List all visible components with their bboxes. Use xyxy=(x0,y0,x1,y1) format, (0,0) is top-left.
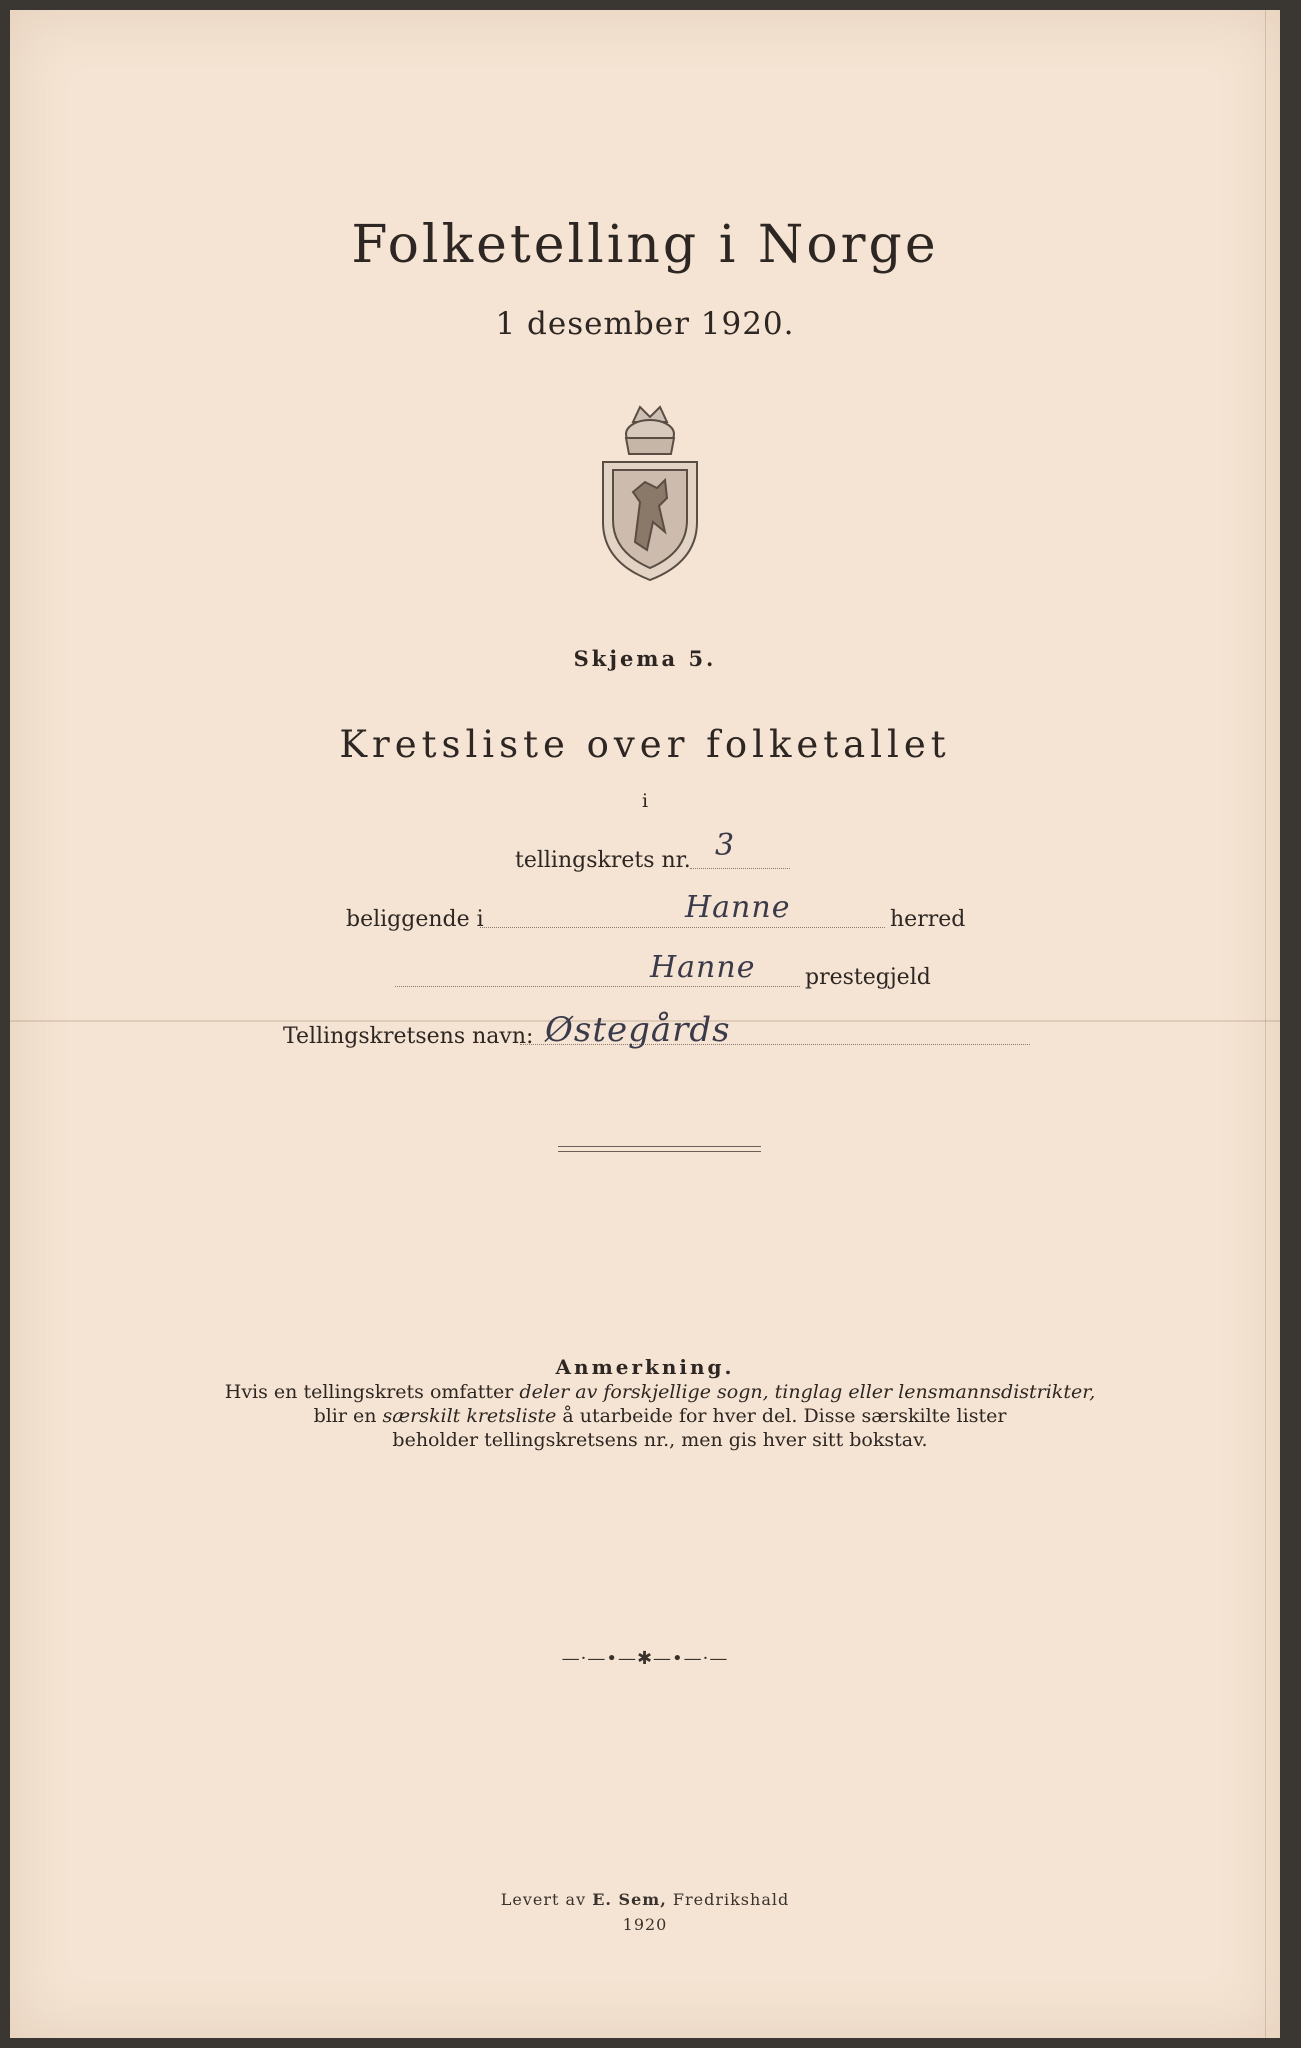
connector-word: i xyxy=(641,790,649,812)
note-title: Anmerkning. xyxy=(555,1355,735,1379)
printer-credit: Levert av E. Sem, Fredrikshald xyxy=(500,1890,790,1909)
prestegjeld-field-line xyxy=(395,986,800,987)
form-title: Folketelling i Norge xyxy=(351,215,939,275)
krets-field-line xyxy=(690,868,790,869)
herred-handwritten: Hanne xyxy=(685,890,791,925)
krets-number-handwritten: 3 xyxy=(715,828,736,863)
ornament-divider: —·—•—✱—•—·— xyxy=(561,1648,729,1669)
kretsnavn-label: Tellingskretsens navn: xyxy=(283,1024,534,1049)
kretsnavn-handwritten: Østegårds xyxy=(545,1010,731,1050)
norwegian-coat-of-arms-icon xyxy=(595,402,705,582)
census-form-page xyxy=(10,10,1280,2038)
herred-field-line xyxy=(480,927,885,928)
schema-number: Skjema 5. xyxy=(573,646,717,671)
note-line-1: Hvis en tellingskrets omfatter deler av forskjellige sogn, tinglag eller lensmannsdistrikter, xyxy=(224,1381,1096,1403)
krets-label: tellingskrets nr. xyxy=(515,848,691,873)
double-rule-divider xyxy=(558,1146,761,1152)
note-line-2: blir en særskilt kretsliste å utarbeide for hver del. Disse særskilte lister xyxy=(313,1405,1007,1427)
herred-label: herred xyxy=(890,907,966,932)
census-date: 1 desember 1920. xyxy=(495,306,795,342)
note-line-3: beholder tellingskretsens nr., men gis hver sitt bokstav. xyxy=(392,1429,928,1451)
beliggende-label: beliggende i xyxy=(346,907,484,932)
printer-year: 1920 xyxy=(622,1915,668,1934)
form-heading: Kretsliste over folketallet xyxy=(339,723,951,766)
prestegjeld-handwritten: Hanne xyxy=(650,950,756,985)
prestegjeld-label: prestegjeld xyxy=(805,965,931,990)
